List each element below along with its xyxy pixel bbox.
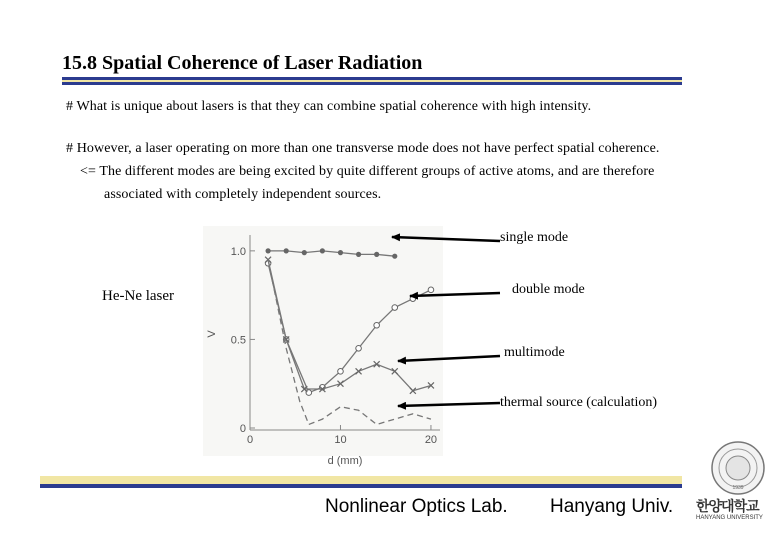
series-point-0: [338, 250, 343, 255]
series-point-0: [284, 248, 289, 253]
series-point-1: [428, 287, 434, 293]
chart-y-axis-label: V: [206, 330, 218, 338]
paragraph-modes: <= The different modes are being excited by quite different groups of active atoms, and are therefore: [80, 164, 655, 179]
series-point-0: [356, 252, 361, 257]
chart-y-tick-label: 0.5: [230, 334, 246, 347]
paragraph-unique: # What is unique about lasers is that they can combine spatial coherence with high intensity.: [66, 99, 592, 114]
university-seal-icon: [696, 438, 778, 498]
annotation-double-mode: double mode: [512, 282, 585, 297]
annotation-multimode: multimode: [504, 345, 565, 360]
series-point-0: [374, 252, 379, 257]
footer-university-name: Hanyang Univ.: [550, 496, 674, 517]
annotation-single-mode: single mode: [500, 230, 569, 245]
series-point-0: [265, 248, 270, 253]
annotation-thermal-source: thermal source (calculation): [500, 395, 658, 410]
chart-x-axis-label: d (mm): [327, 455, 363, 467]
he-ne-laser-label: He-Ne laser: [102, 288, 175, 304]
series-point-1: [392, 305, 398, 311]
logo-english-text: HANYANG UNIVERSITY: [696, 515, 763, 521]
series-point-0: [392, 254, 397, 259]
paragraph-however: # However, a laser operating on more than one transverse mode does not have perfect spatial coherence.: [66, 141, 660, 156]
footer-lab-name: Nonlinear Optics Lab.: [325, 496, 508, 517]
chart-y-tick-label: 0: [239, 423, 246, 435]
university-logo: [696, 438, 778, 526]
chart-y-tick-label: 1.0: [230, 245, 246, 258]
paragraph-sources: associated with completely independent sources.: [104, 187, 382, 202]
series-point-1: [356, 345, 362, 351]
slide-title: 15.8 Spatial Coherence of Laser Radiation: [62, 52, 423, 74]
footer-rule-blue: [40, 484, 682, 488]
series-point-1: [338, 369, 344, 375]
logo-korean-text: 한양대학교: [696, 499, 759, 515]
series-point-1: [306, 390, 312, 396]
series-point-1: [374, 322, 380, 328]
seal-year: 1939: [732, 485, 744, 491]
series-point-0: [302, 250, 307, 255]
series-point-0: [320, 248, 325, 253]
chart-x-tick-label: 10: [334, 434, 347, 446]
chart-x-tick-label: 20: [424, 434, 438, 446]
chart-x-tick-label: 0: [246, 434, 254, 446]
footer-rule-yellow: [40, 476, 682, 484]
